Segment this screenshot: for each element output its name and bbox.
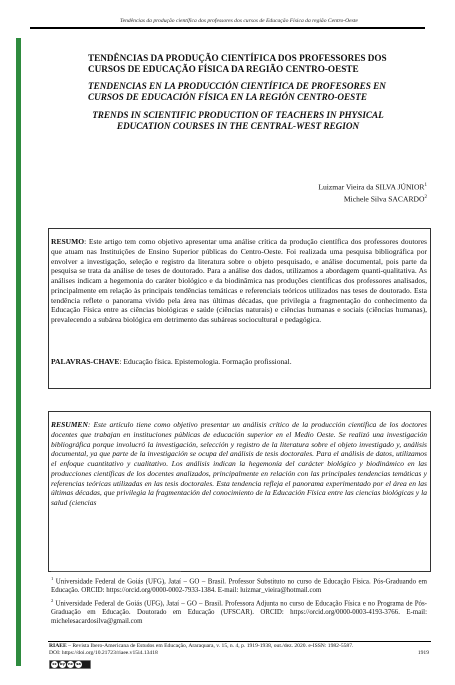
author-footnote-ref[interactable]: 2 [424,194,427,200]
footer-rule [48,641,431,642]
journal-footer [49,643,429,656]
footnote [51,575,427,595]
doi-link[interactable]: DOI: https://doi.org/10.21723/riaee.v15i4.13418 [49,649,158,656]
citation-text: – Revista Ibero-Americana de Estudos em Educação, Araraquara, v. 15, n. 4, p. 1919-1938, out./dez. 2020. e-ISSN: 1982-5587. [66,643,354,649]
attribution-icon: by [59,661,66,668]
journal-name: RIAEE [49,643,67,649]
abstract-label: RESUMO [51,237,85,246]
footnote-number: 2 [51,598,54,604]
abstract-portuguese [51,237,427,325]
title-portuguese: TENDÊNCIAS DA PRODUÇÃO CIENTÍFICA DOS PROFESSORES DOS CURSOS DE EDUCAÇÃO FÍSICA DA REGIÃO CENTRO-OESTE [88,53,387,74]
journal-citation-line [49,643,429,650]
creative-commons-license-badge[interactable] [49,660,91,669]
author-name: Michele Silva SACARDO [343,194,425,204]
header-rule [30,27,425,29]
author-item [318,193,427,205]
journal-citation [49,643,353,650]
abstract-spanish [51,420,427,508]
abstract-text: : Este artículo tiene como objetivo presentar un análisis crítico de la producción científica de los doctores docentes que trabajan en instituciones públicas de educación superior en el Medio Oeste. Se realizó una investigación bibliográfica porque involucró la investigación, selección y registro de la literatura sobre el objeto investigado y, análisis documental, ya que parte de la investigación se ocupa del análisis de tesis doctorales. Para el análisis de datos, utilizamos el enfoque cuantitativo y cualitativo. Los análisis indican la hegemonía del carácter biológico y biodinámico en las producciones científicas de los docentes analizados, principalmente en relación con las principales tendencias temáticas y referencias teóricas utilizadas en las tesis doctorales. Esta tendencia refleja el panorama experimentado por el área en las últimas décadas, que privilegia la fragmentación del conocimiento de la Educación Física entre las ciencias biológicas y la salud (ciencias [51,420,427,508]
cc-icon: cc [51,661,58,668]
page-number: 1919 [417,649,429,656]
footnote-rule [51,571,181,572]
author-list [318,181,427,204]
author-item [318,181,427,193]
abstract-text: : Este artigo tem como objetivo apresentar uma análise crítica da produção científica dos professores doutores que atuam nas Instituições de Ensino Superior públicas do Centro-Oeste. Foi realizada uma pesquisa bibliográfica por envolver a investigação, seleção e registro da literatura sobre o objeto pesquisado, e análise documental, pois parte da pesquisa se trata da análise de teses de doutorado. Para a análise dos dados, utilizamos a abordagem quanti-qualitativa. As análises indicam a hegemonia do caráter biológico e da biodinâmica nas produções científicas dos professores analisados, principalmente em relação às principais tendências temáticas e referenciais teóricos utilizados nas teses de doutorado. Esta tendência reflete o panorama vivido pela área nas últimas décadas, que privilegia a fragmentação do conhecimento da Educação Física entre as ciências biológicas e saúde (ciências naturais) e ciências humanas e sociais (ciências humanas), prevalecendo a subárea biológica em detrimento das subáreas sociocultural e pedagógica. [51,237,427,325]
noncommercial-icon: nc [67,661,74,668]
keywords [51,357,427,367]
running-head: Tendências da produção científica dos professores dos cursos de Educação Física da região Centro-Oeste [120,18,358,24]
footnote-text: Universidade Federal de Goiás (UFG), Jataí – GO – Brasil. Professor Substituto no curso de Educação Física. Pós-Graduando em Educação. ORCID: https://orcid.org/0000-0002-7933-1384. E-mail: luizmar_vieira@hotmail.com [51,578,427,594]
title-english: TRENDS IN SCIENTIFIC PRODUCTION OF TEACHERS IN PHYSICAL EDUCATION COURSES IN THE CENTRAL-WEST REGION [92,110,384,131]
keywords-label: PALAVRAS-CHAVE [51,357,120,366]
footnote [51,597,427,626]
footnotes [51,575,427,629]
title-spanish: TENDENCIAS EN LA PRODUCCIÓN CIENTÍFICA DE PROFESORES EN CURSOS DE EDUCACIÓN FÍSICA EN LA REGIÓN CENTRO-OESTE [88,81,386,102]
accent-bar [16,38,21,666]
sharealike-icon: sa [75,661,82,668]
keywords-text: : Educação física. Epistemologia. Formação profissional. [119,357,292,366]
author-footnote-ref[interactable]: 1 [424,183,427,188]
author-name: Luizmar Vieira da SILVA JÚNIOR [318,182,425,192]
footnote-text: Universidade Federal de Goiás (UFG), Jataí – GO – Brasil. Professora Adjunta no curso de Educação Física e no Programa de Pós-Graduação em Educação. Doutorado em Educação (UFSCAR). ORCID: https://orcid.org/0000-0003-4193-3766. E-mail: michelesacardosilva@gmail.com [51,600,427,625]
abstract-label: RESUMEN [51,420,88,429]
journal-doi-line [49,650,429,657]
footnote-number: 1 [51,576,54,581]
